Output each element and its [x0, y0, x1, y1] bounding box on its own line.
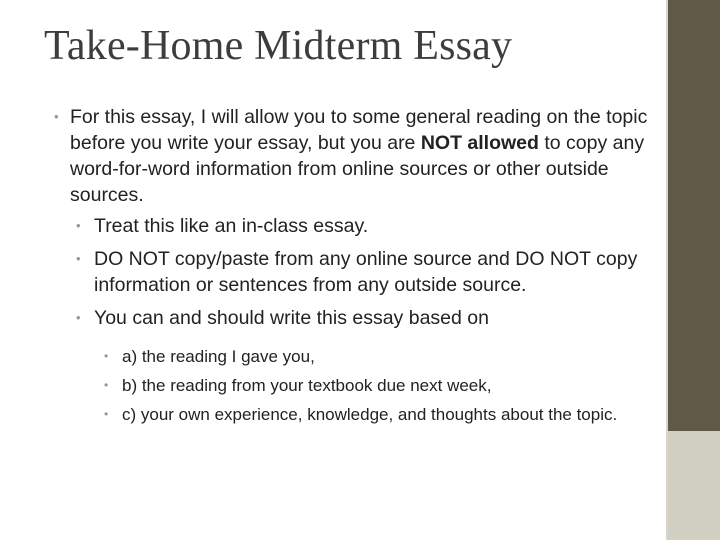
side-accent-block	[668, 431, 720, 540]
bullet-text: You can and should write this essay based on	[94, 307, 489, 329]
bullet-icon: •	[76, 251, 81, 266]
bullet-level2	[52, 213, 652, 239]
bullet-text: a) the reading I gave you,	[122, 347, 315, 366]
bullet-icon: •	[54, 109, 59, 124]
bullet-icon: •	[104, 349, 109, 363]
bullet-level2	[52, 305, 652, 331]
bullet-icon: •	[104, 378, 109, 392]
bullet-text: DO NOT copy/paste from any online source and DO NOT copy information or sentences from any outside source.	[94, 248, 638, 296]
bullet-level3	[52, 403, 652, 426]
bullet-text: For this essay, I will allow you to some general reading on the topic before you write your essay, but you are	[70, 106, 648, 154]
bullet-level3	[52, 374, 652, 397]
bullet-emphasis: NOT allowed	[420, 132, 539, 154]
slide-body	[52, 104, 652, 432]
bullet-text: Treat this like an in-class essay.	[94, 215, 369, 237]
bullet-icon: •	[104, 407, 109, 421]
bullet-level2	[52, 246, 652, 298]
bullet-icon: •	[76, 218, 81, 233]
bullet-icon: •	[76, 310, 81, 325]
slide-title: Take-Home Midterm Essay	[44, 23, 513, 69]
bullet-text: b) the reading from your textbook due next week,	[122, 376, 492, 395]
bullet-text: c) your own experience, knowledge, and thoughts about the topic.	[122, 405, 618, 424]
bullet-level1	[52, 104, 652, 208]
bullet-level3	[52, 345, 652, 368]
bullet-text-cont: to copy any word-for-word information from online sources or other outside sources.	[70, 132, 645, 206]
